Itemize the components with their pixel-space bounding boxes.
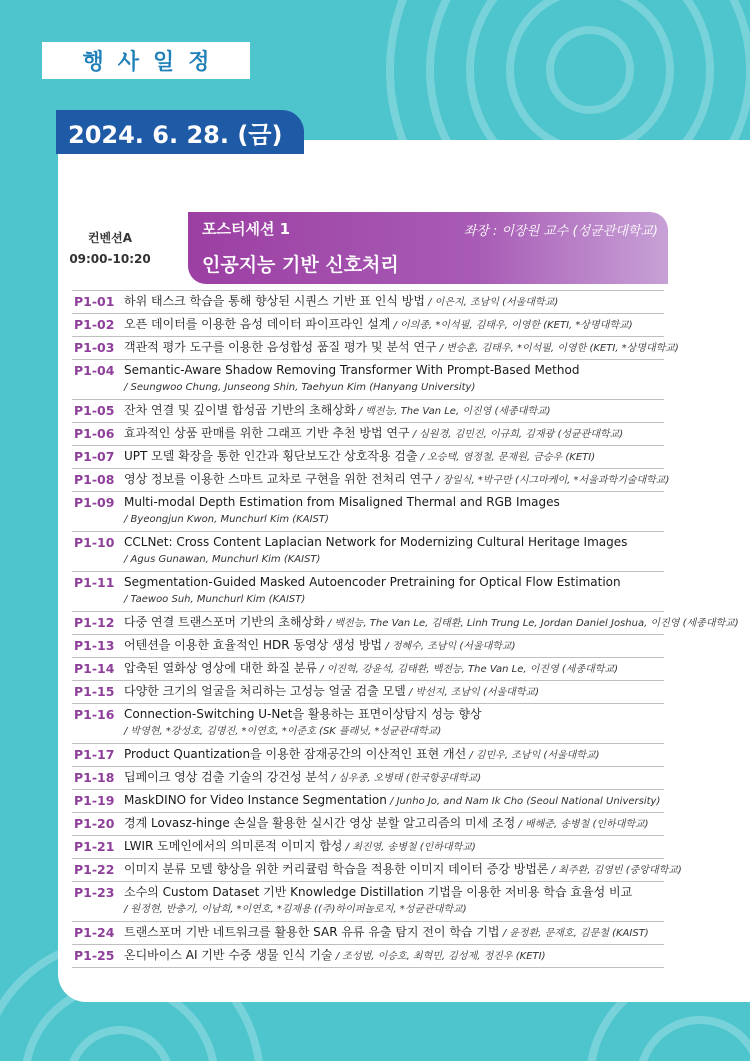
paper-title-text: 경계 Lovasz-hinge 손실을 활용한 실시간 영상 분할 알고리즘의 미세 조정 <box>124 816 516 830</box>
paper-title-text: 객관적 평가 도구를 이용한 음성합성 품질 평가 및 분석 연구 <box>124 340 437 354</box>
venue-box <box>60 228 160 270</box>
paper-code: P1-09 <box>74 495 115 510</box>
paper-code: P1-12 <box>74 615 115 630</box>
paper-authors: / 최진영, 송병철 (인하대학교) <box>342 842 476 853</box>
paper-row <box>72 572 664 612</box>
paper-authors: / 김민우, 조남익 (서울대학교) <box>466 750 600 761</box>
paper-title <box>124 767 664 789</box>
paper-title-text: 영상 정보를 이용한 스마트 교차로 구현을 위한 전처리 연구 <box>124 472 433 486</box>
paper-row <box>72 922 664 945</box>
paper-title <box>124 813 664 835</box>
paper-authors: / 정혜수, 조남익 (서울대학교) <box>382 641 516 652</box>
paper-title-text: LWIR 도메인에서의 의미론적 이미지 합성 <box>124 839 343 853</box>
paper-title-text: Segmentation-Guided Masked Autoencoder Pretraining for Optical Flow Estimation <box>124 575 621 589</box>
paper-code: P1-06 <box>74 426 115 441</box>
paper-code: P1-13 <box>74 638 115 653</box>
paper-authors: / 박선지, 조남익 (서울대학교) <box>405 687 540 698</box>
paper-title <box>124 492 664 513</box>
paper-title-text: 이미지 분류 모델 향상을 위한 커리큘럼 학습을 적용한 이미지 데이터 증강 방법론 <box>124 862 549 876</box>
paper-authors: / 박영현, *강성호, 김명진, *이연호, *이준호 (SK 플래닛, *성균관대학교) <box>124 726 442 737</box>
paper-title-text: 소수의 Custom Dataset 기반 Knowledge Distillation 기법을 이용한 저비용 학습 효율성 비교 <box>124 885 633 899</box>
paper-title-text: 오픈 데이터를 이용한 음성 데이터 파이프라인 설계 <box>124 317 391 331</box>
paper-title-text: Product Quantization을 이용한 잠재공간의 이산적인 표현 개선 <box>124 747 467 761</box>
paper-authors: / 장일식, *박구만 (시그마케이, *서울과학기술대학교) <box>432 475 670 486</box>
paper-row <box>72 612 739 635</box>
paper-title-text: 다중 연결 트랜스포머 기반의 초해상화 <box>124 615 325 629</box>
paper-title <box>124 790 664 812</box>
paper-code: P1-21 <box>74 839 115 854</box>
paper-title-text: UPT 모델 확장을 통한 인간과 횡단보도간 상호작용 검출 <box>124 449 418 463</box>
paper-title-text: Semantic-Aware Shadow Removing Transformer With Prompt-Based Method <box>124 363 580 377</box>
paper-code: P1-15 <box>74 684 115 699</box>
paper-title-text: 트랜스포머 기반 네트워크를 활용한 SAR 유류 유출 탐지 전이 학습 기법 <box>124 925 500 939</box>
paper-title-text: 효과적인 상품 판매를 위한 그래프 기반 추천 방법 연구 <box>124 426 410 440</box>
paper-title-text: 하위 태스크 학습을 통해 향상된 시퀀스 기반 표 인식 방법 <box>124 294 425 308</box>
paper-code: P1-16 <box>74 707 115 722</box>
paper-title-text: 압축된 열화상 영상에 대한 화질 분류 <box>124 661 317 675</box>
paper-row <box>72 469 670 492</box>
paper-authors: / 오승택, 염정철, 문재원, 금승우 (KETI) <box>417 452 596 463</box>
paper-title-text: 잔차 연결 및 깊이별 합성곱 기반의 초해상화 <box>124 403 356 417</box>
paper-title <box>124 469 670 491</box>
paper-row <box>72 790 664 813</box>
paper-row <box>72 767 664 790</box>
paper-title-text: CCLNet: Cross Content Laplacian Network for Modernizing Cultural Heritage Images <box>124 535 628 549</box>
paper-title <box>124 572 664 593</box>
paper-code: P1-08 <box>74 472 115 487</box>
paper-authors: / 윤정환, 문재호, 김문철 (KAIST) <box>499 928 649 939</box>
paper-authors: / Taewoo Suh, Munchurl Kim (KAIST) <box>124 594 306 605</box>
paper-row <box>72 859 682 882</box>
paper-row <box>72 635 664 658</box>
row-divider <box>72 967 664 968</box>
paper-authors: / 이은지, 조남익 (서울대학교) <box>424 297 559 308</box>
paper-authors: / 원정현, 반충기, 이남희, *이연호, *김재용 ((주)하이퍼놀로지, *성균관대학교) <box>124 904 467 915</box>
paper-title <box>124 400 664 422</box>
paper-title <box>124 658 664 680</box>
paper-title <box>124 423 664 445</box>
paper-title <box>124 945 664 967</box>
paper-title-text: 딥페이크 영상 검출 기술의 강건성 분석 <box>124 770 329 784</box>
session-chair: 좌장 : 이장원 교수 (성균관대학교) <box>463 224 658 239</box>
paper-row <box>72 446 664 469</box>
paper-code: P1-24 <box>74 925 115 940</box>
paper-authors: / 백전능, The Van Le, 이진영 (세종대학교) <box>355 406 551 417</box>
paper-authors: / 배해준, 송병철 (인하대학교) <box>515 819 649 830</box>
paper-code: P1-04 <box>74 363 115 378</box>
paper-code: P1-22 <box>74 862 115 877</box>
paper-title <box>124 635 664 657</box>
paper-code: P1-07 <box>74 449 115 464</box>
paper-row <box>72 704 664 744</box>
paper-code: P1-05 <box>74 403 115 418</box>
paper-title <box>124 744 664 766</box>
paper-row <box>72 882 664 922</box>
paper-authors: / Seungwoo Chung, Junseong Shin, Taehyun Kim (Hanyang University) <box>124 382 476 393</box>
paper-row <box>72 658 664 681</box>
paper-title <box>124 532 664 553</box>
paper-row <box>72 492 664 532</box>
paper-row <box>72 360 664 400</box>
paper-authors: / 최주환, 김영빈 (중앙대학교) <box>548 865 682 876</box>
paper-row <box>72 314 664 337</box>
paper-code: P1-01 <box>74 294 115 309</box>
paper-title <box>124 882 664 903</box>
page-header-title: 행사일정 <box>42 42 250 79</box>
paper-authors: / Byeongjun Kwon, Munchurl Kim (KAIST) <box>124 514 329 525</box>
paper-title-text: 온디바이스 AI 기반 수중 생물 인식 기술 <box>124 948 333 962</box>
paper-code: P1-02 <box>74 317 115 332</box>
paper-code: P1-03 <box>74 340 115 355</box>
paper-authors: / Junho Jo, and Nam Ik Cho (Seoul National University) <box>386 796 661 807</box>
paper-row <box>72 681 664 704</box>
paper-title <box>124 360 664 381</box>
paper-title-text: Multi-modal Depth Estimation from Misaligned Thermal and RGB Images <box>124 495 560 509</box>
paper-code: P1-11 <box>74 575 115 590</box>
paper-row <box>72 836 664 859</box>
paper-row <box>72 291 664 314</box>
paper-title <box>124 291 664 313</box>
paper-row <box>72 744 664 767</box>
session-label: 포스터세션 1 <box>202 220 291 238</box>
paper-title <box>124 314 664 336</box>
paper-row <box>72 945 664 968</box>
session-header <box>188 212 668 284</box>
paper-title <box>124 681 664 703</box>
paper-code: P1-25 <box>74 948 115 963</box>
paper-code: P1-10 <box>74 535 115 550</box>
paper-code: P1-23 <box>74 885 115 900</box>
paper-title <box>124 836 664 858</box>
paper-title-text: Connection-Switching U-Net을 활용하는 표면이상탐지 성능 향상 <box>124 707 482 721</box>
paper-authors: / 백전능, The Van Le, 김태환, Linh Trung Le, Jordan Daniel Joshua, 이진영 (세종대학교) <box>324 618 739 629</box>
paper-authors: / 심우종, 오병태 (한국항공대학교) <box>328 773 482 784</box>
paper-title <box>124 704 664 725</box>
paper-row <box>72 400 664 423</box>
paper-authors: / Agus Gunawan, Munchurl Kim (KAIST) <box>124 554 321 565</box>
paper-title <box>124 922 664 944</box>
paper-authors: / 조성범, 이승호, 최혁민, 김성제, 정진우 (KETI) <box>332 951 546 962</box>
paper-title <box>124 612 739 634</box>
date-banner: 2024. 6. 28. (금) <box>56 110 304 154</box>
paper-title <box>124 859 682 881</box>
paper-authors: / 심원경, 김민진, 이규희, 김재광 (성균관대학교) <box>409 429 624 440</box>
paper-title-text: 어텐션을 이용한 효율적인 HDR 동영상 생성 방법 <box>124 638 383 652</box>
paper-code: P1-14 <box>74 661 115 676</box>
paper-code: P1-19 <box>74 793 115 808</box>
paper-title-text: MaskDINO for Video Instance Segmentation <box>124 793 387 807</box>
paper-authors: / 이진혁, 강윤석, 김태환, 백전능, The Van Le, 이진영 (세종대학교) <box>316 664 619 675</box>
paper-title <box>124 446 664 468</box>
paper-code: P1-20 <box>74 816 115 831</box>
venue-room: 컨벤션A <box>87 231 133 245</box>
paper-title <box>124 337 679 359</box>
paper-row <box>72 423 664 446</box>
paper-row <box>72 337 679 360</box>
paper-authors: / 이의종, *이석필, 김태우, 이영한 (KETI, *상명대학교) <box>390 320 633 331</box>
paper-row <box>72 813 664 836</box>
session-title: 인공지능 기반 신호처리 <box>202 254 399 276</box>
venue-time: 09:00-10:20 <box>69 252 151 266</box>
paper-title-text: 다양한 크기의 얼굴을 처리하는 고성능 얼굴 검출 모델 <box>124 684 406 698</box>
paper-authors: / 변승훈, 김태우, *이석필, 이영한 (KETI, *상명대학교) <box>436 343 679 354</box>
paper-code: P1-17 <box>74 747 115 762</box>
paper-code: P1-18 <box>74 770 115 785</box>
paper-row <box>72 532 664 572</box>
